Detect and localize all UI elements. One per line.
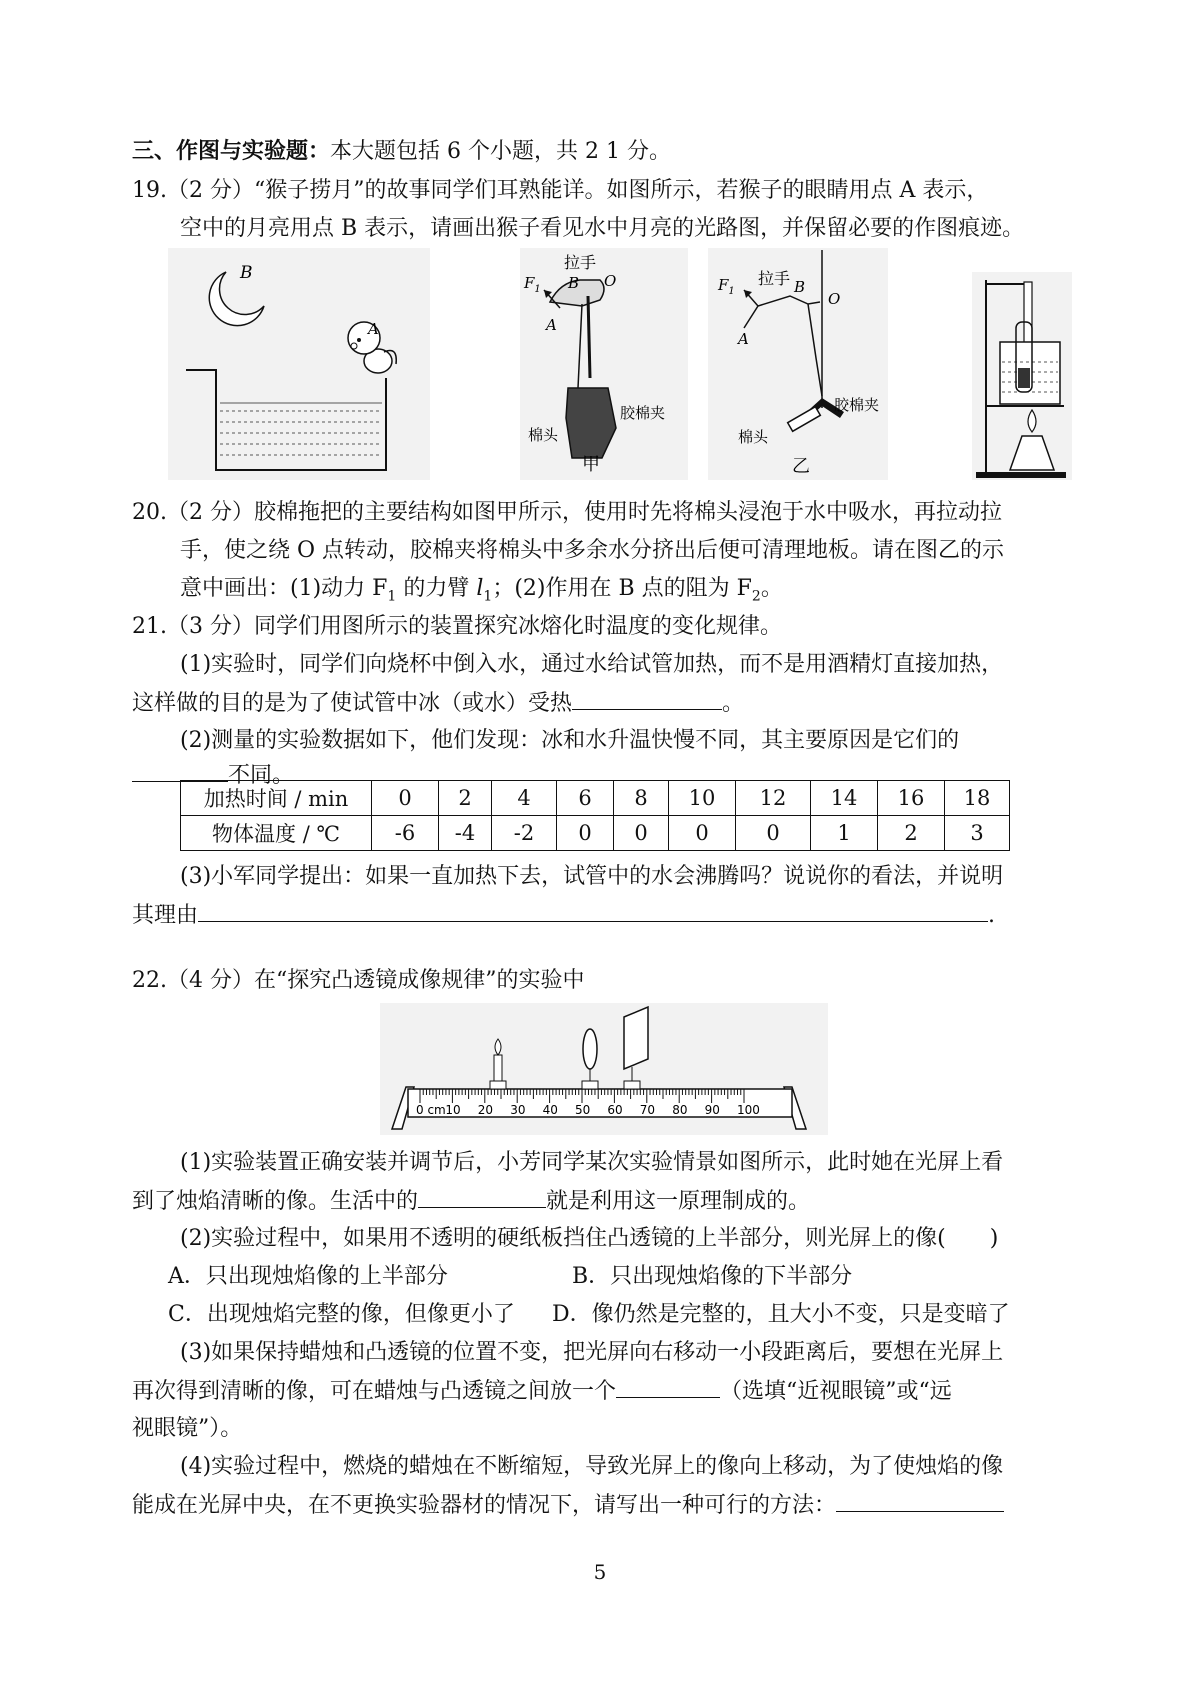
label-head: 棉头 [738, 428, 769, 446]
q22-p2-line1: (2)实验过程中，如果用不透明的硬纸板挡住凸透镜的上半部分，则光屏上的像( ) [180, 1226, 999, 1251]
table-cell: 16 [878, 781, 945, 816]
q20-line3: 意中画出：(1)动力 $F_1$ 的力臂 $l_1$；(2)作用在 B 点的阻为 $F_2$。 [180, 576, 783, 605]
section-desc: 本大题包括 6 个小题，共 2 1 分。 [330, 139, 671, 164]
option-c[interactable]: C．出现烛焰完整的像，但像更小了 [168, 1302, 515, 1327]
table-cell: 2 [878, 816, 945, 851]
q22-p3-line3: 视眼镜”）。 [132, 1416, 243, 1441]
caption-yi: 乙 [792, 456, 810, 477]
ruler-label: 20 [477, 1103, 494, 1117]
label-head: 棉头 [528, 426, 559, 444]
label-handle: 拉手 [758, 269, 791, 288]
ice [1018, 368, 1030, 388]
label-o: O [828, 290, 841, 308]
section-title: 三、作图与实验题： [132, 138, 331, 164]
answer-blank[interactable] [198, 899, 988, 922]
answer-blank[interactable] [572, 687, 722, 710]
label-b: B [240, 263, 253, 283]
label-b: B [568, 274, 580, 292]
table-cell: -2 [492, 816, 557, 851]
label-o: O [604, 272, 617, 290]
q21-p3-line2: 其理由 . [132, 899, 995, 932]
table-cell: 0 [614, 816, 669, 851]
table-cell: 6 [557, 781, 614, 816]
q19-line2: 空中的月亮用点 B 表示，请画出猴子看见水中月亮的光路图，并保留必要的作图痕迹。 [180, 216, 1025, 241]
q21-p2-line2: 不同。 [132, 759, 294, 792]
q22-p1-line1: (1)实验装置正确安装并调节后，小芳同学某次实验情景如图所示，此时她在光屏上看 [180, 1150, 1004, 1175]
q22-p3-line2: 再次得到清晰的像，可在蜡烛与凸透镜之间放一个 （选填“近视眼镜”或“远 [132, 1375, 952, 1408]
q22-p1-line2: 到了烛焰清晰的像。生活中的 就是利用这一原理制成的。 [132, 1185, 810, 1218]
table-cell: -4 [439, 816, 492, 851]
answer-blank[interactable] [418, 1185, 546, 1208]
table-cell: 14 [811, 781, 878, 816]
q19-line1: 19.（2 分）“猴子捞月”的故事同学们耳熟能详。如图所示，若猴子的眼睛用点 A 表示， [132, 178, 989, 203]
table-cell: 10 [669, 781, 736, 816]
q21-line1: 21.（3 分）同学们用图所示的装置探究冰熔化时温度的变化规律。 [132, 614, 782, 639]
ruler-label: 80 [672, 1103, 688, 1117]
data-table [180, 780, 1010, 851]
table-row [181, 781, 1010, 816]
q20-line1: 20.（2 分）胶棉拖把的主要结构如图甲所示，使用时先将棉头浸泡于水中吸水，再拉动拉 [132, 500, 1002, 525]
table-header: 物体温度 / ℃ [181, 816, 372, 851]
option-d[interactable]: D．像仍然是完整的，且大小不变，只是变暗了 [552, 1302, 1010, 1327]
ruler-label: 50 [575, 1103, 591, 1117]
table-row [181, 816, 1010, 851]
ruler-label: 70 [639, 1103, 656, 1117]
q21-figure [972, 272, 1072, 480]
q20-figure-yi [708, 248, 888, 480]
table-cell: 12 [736, 781, 811, 816]
stand-base [976, 472, 1066, 478]
q22-p3-line1: (3)如果保持蜡烛和凸透镜的位置不变，把光屏向右移动一小段距离后，要想在光屏上 [180, 1340, 1004, 1365]
section-heading [132, 135, 671, 168]
ruler-label: 40 [542, 1103, 558, 1117]
ruler-label: 100 [737, 1103, 760, 1117]
label-b: B [794, 278, 806, 296]
table-cell: 3 [945, 816, 1010, 851]
ruler-label: 90 [704, 1103, 720, 1117]
option-a[interactable]: A．只出现烛焰像的上半部分 [168, 1264, 448, 1289]
table-cell: 8 [614, 781, 669, 816]
caption-jia: 甲 [582, 454, 600, 475]
ruler-label: 0 cm [416, 1103, 446, 1117]
q21-p1-line1: (1)实验时，同学们向烧杯中倒入水，通过水给试管加热，而不是用酒精灯直接加热， [180, 652, 1004, 677]
table-cell: 4 [492, 781, 557, 816]
label-clip: 胶棉夹 [834, 396, 880, 414]
q22-line1: 22.（4 分）在“探究凸透镜成像规律”的实验中 [132, 968, 585, 993]
q22-p4-line1: (4)实验过程中，燃烧的蜡烛在不断缩短，导致光屏上的像向上移动，为了使烛焰的像 [180, 1454, 1004, 1479]
answer-blank[interactable] [836, 1489, 1004, 1512]
label-f1: $F_1$ [718, 276, 735, 297]
q20-line2: 手，使之绕 O 点转动，胶棉夹将棉头中多余水分挤出后便可清理地板。请在图乙的示 [180, 538, 1005, 563]
label-a: A [738, 330, 749, 348]
answer-blank[interactable] [616, 1375, 720, 1398]
table-cell: 0 [736, 816, 811, 851]
table-cell: 18 [945, 781, 1010, 816]
option-b[interactable]: B．只出现烛焰像的下半部分 [572, 1264, 853, 1289]
label-handle: 拉手 [564, 253, 597, 272]
table-cell: -6 [372, 816, 439, 851]
page-number: 5 [593, 1560, 607, 1584]
table-cell: 0 [669, 816, 736, 851]
q22-optical-bench [380, 1003, 828, 1135]
q21-p2-line1: (2)测量的实验数据如下，他们发现：冰和水升温快慢不同，其主要原因是它们的 [180, 728, 960, 753]
ruler-label: 30 [510, 1103, 526, 1117]
ruler-label: 10 [445, 1103, 461, 1117]
q20-figure-jia [520, 248, 688, 480]
pole [588, 296, 590, 378]
q21-p3-line1: (3)小军同学提出：如果一直加热下去，试管中的水会沸腾吗？说说你的看法，并说明 [180, 864, 1004, 889]
q21-p1-line2: 这样做的目的是为了使试管中冰（或水）受热 。 [132, 687, 744, 720]
label-a: A [546, 316, 557, 334]
label-a: A [368, 320, 379, 338]
label-f1: $F_1$ [524, 274, 541, 295]
answer-blank[interactable] [132, 759, 228, 782]
q22-p4-line2: 能成在光屏中央，在不更换实验器材的情况下，请写出一种可行的方法： [132, 1489, 1004, 1522]
table-header: 加热时间 / min [181, 781, 372, 816]
table-cell: 2 [439, 781, 492, 816]
ruler-label: 60 [607, 1103, 623, 1117]
q19-figure [168, 248, 430, 480]
table-cell: 0 [557, 816, 614, 851]
table-cell: 1 [811, 816, 878, 851]
label-clip: 胶棉夹 [620, 404, 666, 422]
table-cell: 0 [372, 781, 439, 816]
